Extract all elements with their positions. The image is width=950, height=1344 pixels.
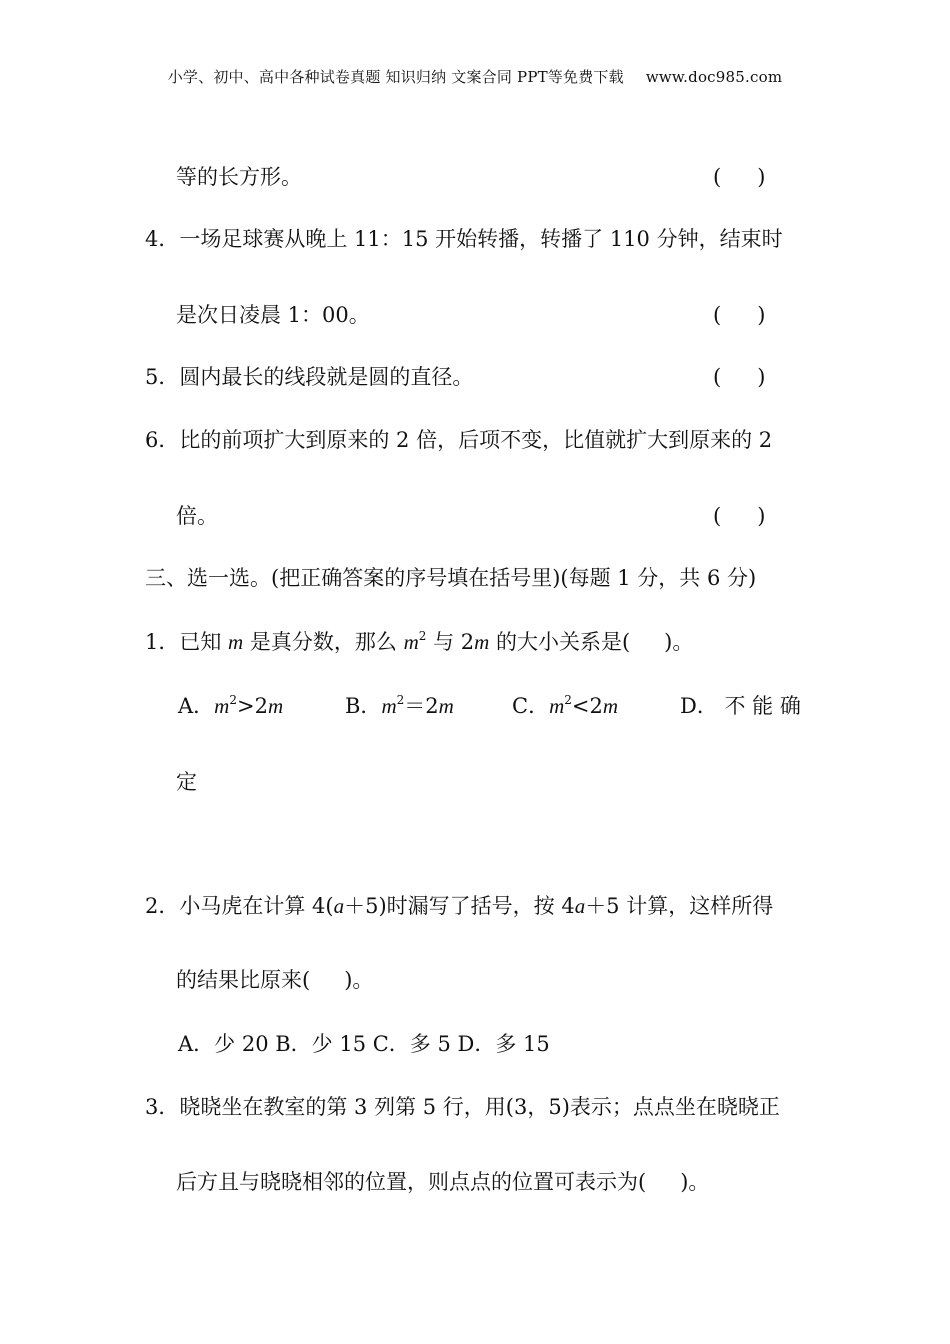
q4-line1: 4．一场足球赛从晚上 11：15 开始转播，转播了 110 分钟，结束时 [145,227,783,251]
s3-q2-line2: 的结果比原来( )。 [176,968,374,992]
header-site-link[interactable]: www.doc985.com [645,68,783,86]
answer-paren-q5[interactable]: ( ) [713,365,766,389]
section3-title: 三、选一选。(把正确答案的序号填在括号里)(每题 1 分，共 6 分) [145,566,757,590]
q5-text: 5．圆内最长的线段就是圆的直径。 [145,365,474,389]
s3-q1-option-d[interactable]: D． 不 能 确 [680,694,801,718]
answer-paren-q3[interactable]: ( ) [713,165,766,189]
q6-line2: 倍。 [176,504,218,528]
s3-q1-option-c[interactable]: C．$m^2<2m$ [512,693,619,718]
answer-paren-q4[interactable]: ( ) [713,303,766,327]
s3-q1-stem: 1．已知 m 是真分数，那么 $m^2$ 与 2m 的大小关系是( )。 [145,629,694,654]
page-header [0,66,950,87]
s3-q2-options[interactable]: A．少 20 B．少 15 C．多 5 D．多 15 [178,1032,550,1056]
s3-q2-line1: 2．小马虎在计算 4(a＋5)时漏写了括号，按 4a＋5 计算，这样所得 [145,894,774,918]
header-text: 小学、初中、高中各种试卷真题 知识归纳 文案合同 PPT等免费下载 [167,68,624,86]
s3-q1-option-a[interactable]: A．$m^2>2m$ [178,693,284,718]
q3-continuation: 等的长方形。 [176,165,302,189]
q4-line2: 是次日凌晨 1：00。 [176,303,370,327]
s3-q3-line2: 后方且与晓晓相邻的位置，则点点的位置可表示为( )。 [176,1170,710,1194]
s3-q1-option-b[interactable]: B．$m^2=2m$ [345,693,454,718]
s3-q1-option-d-cont: 定 [176,770,197,794]
q6-line1: 6．比的前项扩大到原来的 2 倍，后项不变，比值就扩大到原来的 2 [145,428,773,452]
s3-q3-line1: 3．晓晓坐在教室的第 3 列第 5 行，用(3，5)表示；点点坐在晓晓正 [145,1095,780,1119]
answer-paren-q6[interactable]: ( ) [713,504,766,528]
